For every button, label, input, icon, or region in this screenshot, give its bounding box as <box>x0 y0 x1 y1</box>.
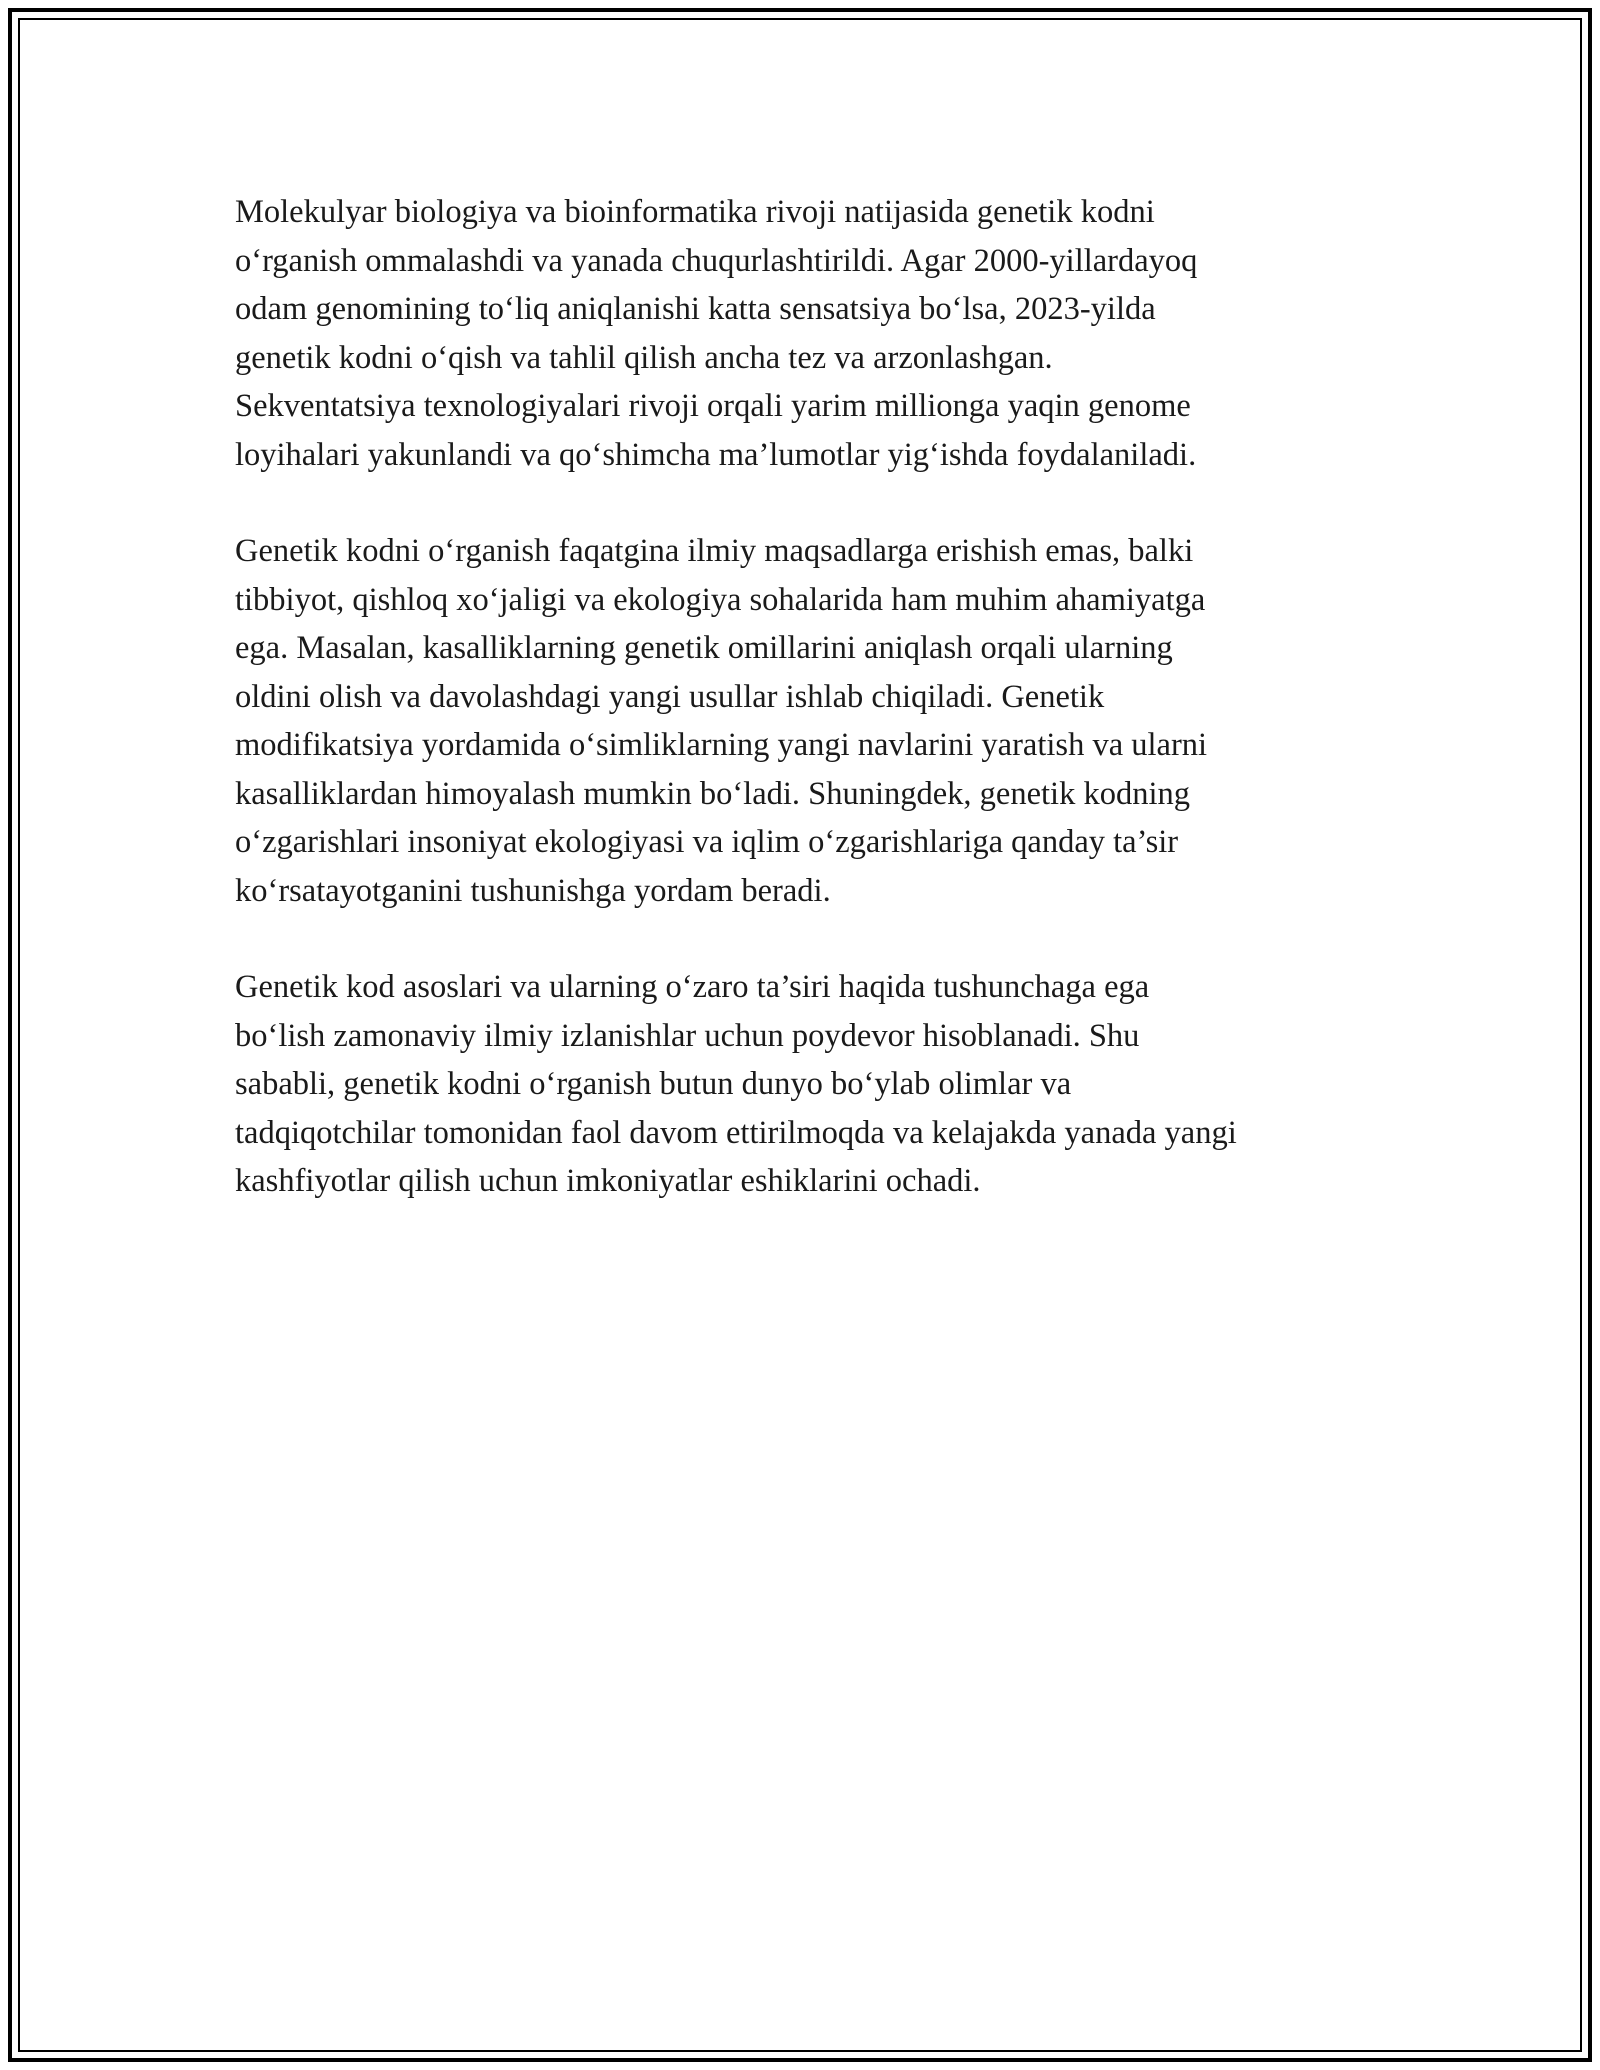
text-line: oldini olish va davolashdagi yangi usullar ishlab chiqiladi. Genetik <box>235 678 1105 715</box>
text-line: ko‘rsatayotganini tushunishga yordam beradi. <box>235 872 831 909</box>
text-line: bo‘lish zamonaviy ilmiy izlanishlar uchun poydevor hisoblanadi. Shu <box>235 1017 1140 1054</box>
text-line: tibbiyot, qishloq xo‘jaligi va ekologiya sohalarida ham muhim ahamiyatga <box>235 581 1206 618</box>
text-line: loyihalari yakunlandi va qo‘shimcha ma’lumotlar yig‘ishda foydalaniladi. <box>235 436 1197 473</box>
paragraph-3 <box>235 963 1375 1206</box>
text-line: sababli, genetik kodni o‘rganish butun dunyo bo‘ylab olimlar va <box>235 1066 1072 1102</box>
text-line: Genetik kod asoslari va ularning o‘zaro ta’siri haqida tushunchaga ega <box>235 969 1150 1005</box>
text-line: genetik kodni o‘qish va tahlil qilish ancha tez va arzonlashgan. <box>235 339 1053 376</box>
text-line: ega. Masalan, kasalliklarning genetik omillarini aniqlash orqali ularning <box>235 630 1173 666</box>
text-line: Molekulyar biologiya va bioinformatika rivoji natijasida genetik kodni <box>235 194 1155 230</box>
text-line: o‘zgarishlari insoniyat ekologiyasi va iqlim o‘zgarishlariga qanday ta’sir <box>235 824 1179 860</box>
text-line: kashfiyotlar qilish uchun imkoniyatlar eshiklarini ochadi. <box>235 1163 981 1199</box>
document-body <box>235 188 1375 1254</box>
text-line: modifikatsiya yordamida o‘simliklarning yangi navlarini yaratish va ularni <box>235 727 1208 763</box>
text-line: Sekventatsiya texnologiyalari rivoji orqali yarim millionga yaqin genome <box>235 388 1191 424</box>
paragraph-2 <box>235 527 1375 915</box>
text-line: kasalliklardan himoyalash mumkin bo‘ladi. Shuningdek, genetik kodning <box>235 775 1190 812</box>
paragraph-1 <box>235 188 1375 479</box>
text-line: Genetik kodni o‘rganish faqatgina ilmiy maqsadlarga erishish emas, balki <box>235 533 1194 569</box>
text-line: odam genomining to‘liq aniqlanishi katta sensatsiya bo‘lsa, 2023-yilda <box>235 291 1156 327</box>
text-line: o‘rganish ommalashdi va yanada chuqurlashtirildi. Agar 2000-yillardayoq <box>235 242 1198 279</box>
text-line: tadqiqotchilar tomonidan faol davom ettirilmoqda va kelajakda yanada yangi <box>235 1114 1237 1151</box>
